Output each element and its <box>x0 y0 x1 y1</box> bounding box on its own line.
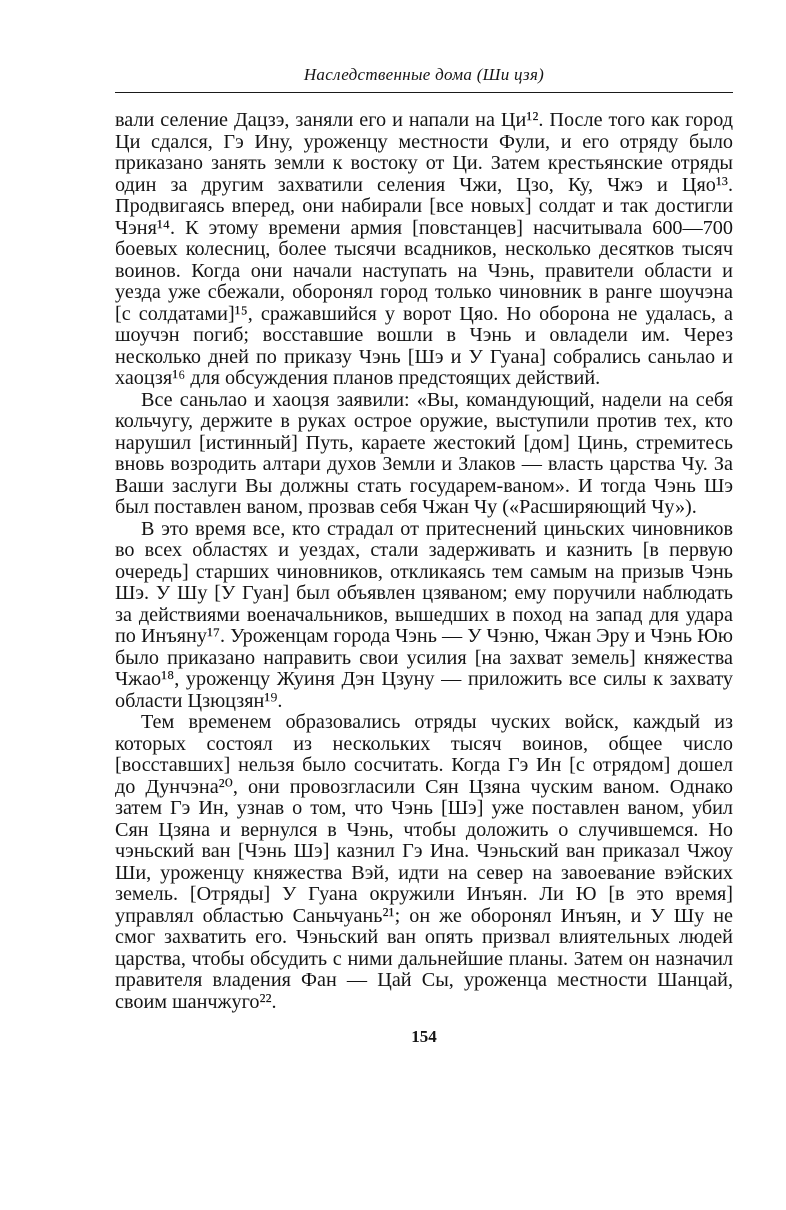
paragraph-4: Тем временем образовались отряды чуских войск, каждый из которых состоял из нескольких тысяч воинов, общее число [восставших] нельзя было сосчитать. Когда Гэ Ин [с отрядом] дошел до Дунчэна²⁰, они провозгласили Сян Цзяна чуским ваном. Однако затем Гэ Ин, узнав о том, что Чэнь [Шэ] уже поставлен ваном, убил Сян Цзяна и вернулся в Чэнь, чтобы доложить о случившемся. Но чэньский ван [Чэнь Шэ] казнил Гэ Ина. Чэньский ван приказал Чжоу Ши, уроженцу княжества Вэй, идти на север на завоевание вэйских земель. [Отряды] У Гуана окружили Инъян. Ли Ю [в это время] управлял областью Саньчуань²¹; он же оборонял Инъян, и У Шу не смог захватить его. Чэньский ван опять призвал влиятельных людей царства, чтобы обсудить с ними дальнейшие планы. Затем он назначил правителя владения Фан — Цай Сы, уроженца местности Шанцай, своим шанчжуго²². <box>115 711 733 1013</box>
paragraph-1: вали селение Дацзэ, заняли его и напали на Ци¹². После того как город Ци сдался, Гэ Ину, уроженцу местности Фули, и его отряду было приказано занять земли к востоку от Ци. Затем крестьянские отряды один за другим захватили селения Чжи, Цзо, Ку, Чжэ и Цяо¹³. Продвигаясь вперед, они набирали [все новых] солдат и так достигли Чэня¹⁴. К этому времени армия [повстанцев] насчитывала 600—700 боевых колесниц, более тысячи всадников, несколько десятков тысяч воинов. Когда они начали наступать на Чэнь, правители области и уезда уже сбежали, оборонял город только чиновник в ранге шоучэна [с солдатами]¹⁵, сражавшийся у ворот Цяо. Но оборона не удалась, а шоучэн погиб; восставшие вошли в Чэнь и овладели им. Через несколько дней по приказу Чэнь [Шэ и У Гуана] собрались саньлао и хаоцзя¹⁶ для обсуждения планов предстоящих действий. <box>115 109 733 389</box>
book-page <box>115 62 733 1047</box>
paragraph-2: Все саньлао и хаоцзя заявили: «Вы, командующий, надели на себя кольчугу, держите в руках острое оружие, выступили против тех, кто нарушил [истинный] Путь, караете жестокий [дом] Цинь, стремитесь вновь возродить алтари духов Земли и Злаков — власть царства Чу. За Ваши заслуги Вы должны стать государем-ваном». И тогда Чэнь Шэ был поставлен ваном, прозвав себя Чжан Чу («Расширяющий Чу»). <box>115 388 733 518</box>
paragraph-3: В это время все, кто страдал от притеснений циньских чиновников во всех областях и уездах, стали задерживать и казнить [в первую очередь] старших чиновников, откликаясь тем самым на призыв Чэнь Шэ. У Шу [У Гуан] был объявлен цзяваном; ему поручили наблюдать за действиями военачальников, вышедших в поход на запад для удара по Инъяну¹⁷. Уроженцам города Чэнь — У Чэню, Чжан Эру и Чэнь Юю было приказано направить свои усилия [на захват земель] княжества Чжао¹⁸, уроженцу Жуиня Дэн Цзуну — приложить все силы к захвату области Цзюцзян¹⁹. <box>115 517 733 712</box>
page-number: 154 <box>411 1027 437 1046</box>
header-rule <box>115 92 733 93</box>
running-head: Наследственные дома (Ши цзя) <box>303 65 545 84</box>
